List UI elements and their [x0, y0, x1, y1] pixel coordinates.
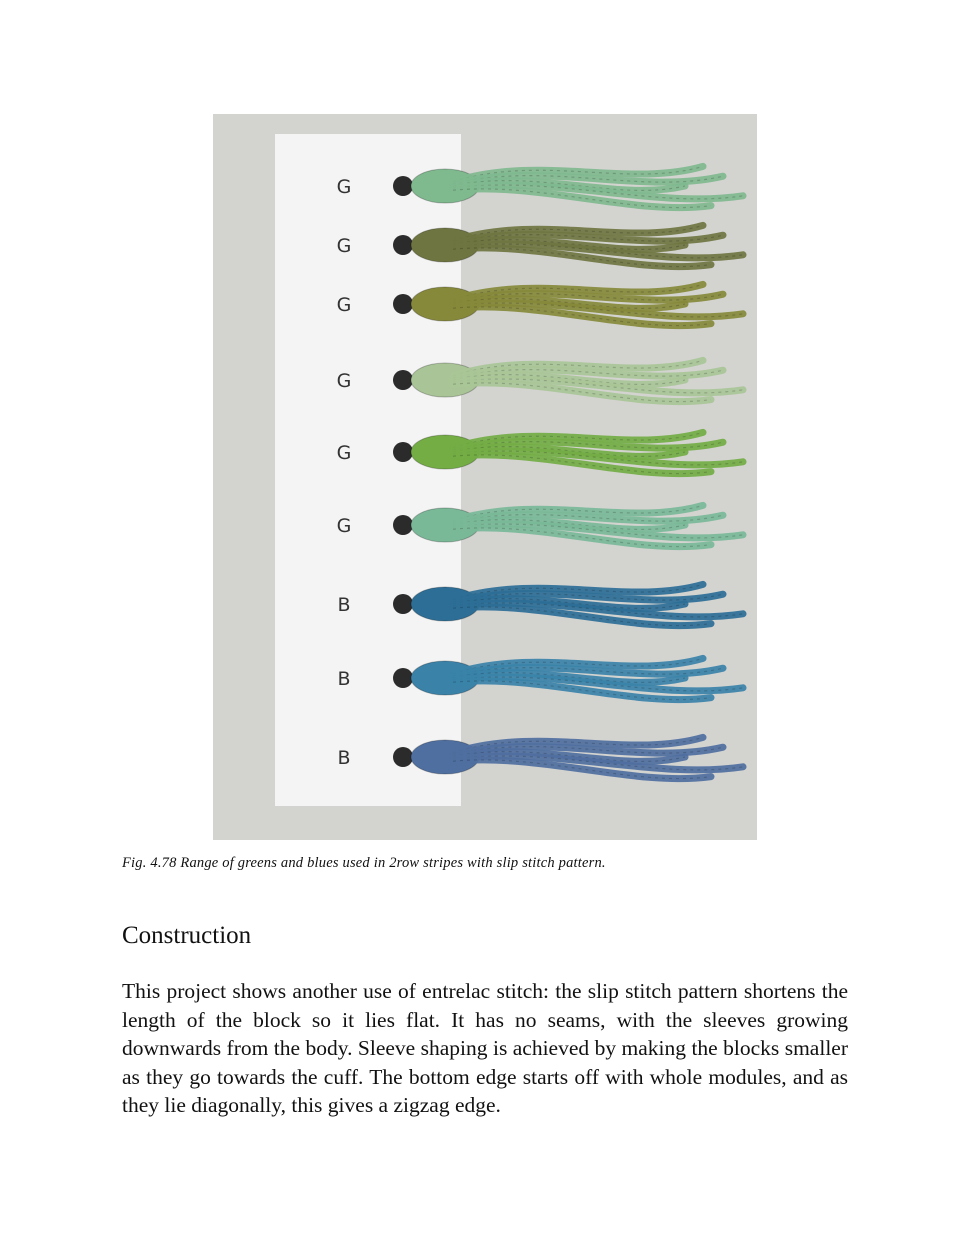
card-hole [393, 515, 413, 535]
swatch-label: G [336, 235, 352, 257]
card-hole [393, 442, 413, 462]
swatch-label: G [336, 370, 352, 392]
swatch-label: G [336, 176, 352, 198]
card-hole [393, 176, 413, 196]
body-paragraph: This project shows another use of entrelac stitch: the slip stitch pattern shortens the length of the block so it lies flat. It has no seams, with the sleeves growing downwards from the body. Sleeve shaping is achieved by making the blocks smaller as they go towards the cuff. The bottom edge starts off with whole modules, and as they lie diagonally, this gives a zigzag edge. [122, 979, 848, 1118]
card-hole [393, 294, 413, 314]
swatch-label: G [336, 515, 352, 537]
swatch-label: G [336, 442, 352, 464]
swatch-label: B [337, 747, 351, 769]
swatch-label: B [337, 594, 351, 616]
card-hole [393, 668, 413, 688]
card-hole [393, 370, 413, 390]
swatch-label: B [337, 668, 351, 690]
figure-caption: Fig. 4.78 Range of greens and blues used in 2row stripes with slip stitch pattern. [122, 855, 606, 871]
card-hole [393, 747, 413, 767]
card-hole [393, 235, 413, 255]
card-hole [393, 594, 413, 614]
yarn-swatch-illustration [213, 114, 757, 840]
swatch-label: G [336, 294, 352, 316]
section-heading: Construction [122, 922, 252, 949]
yarn-swatch-photo [213, 114, 757, 840]
